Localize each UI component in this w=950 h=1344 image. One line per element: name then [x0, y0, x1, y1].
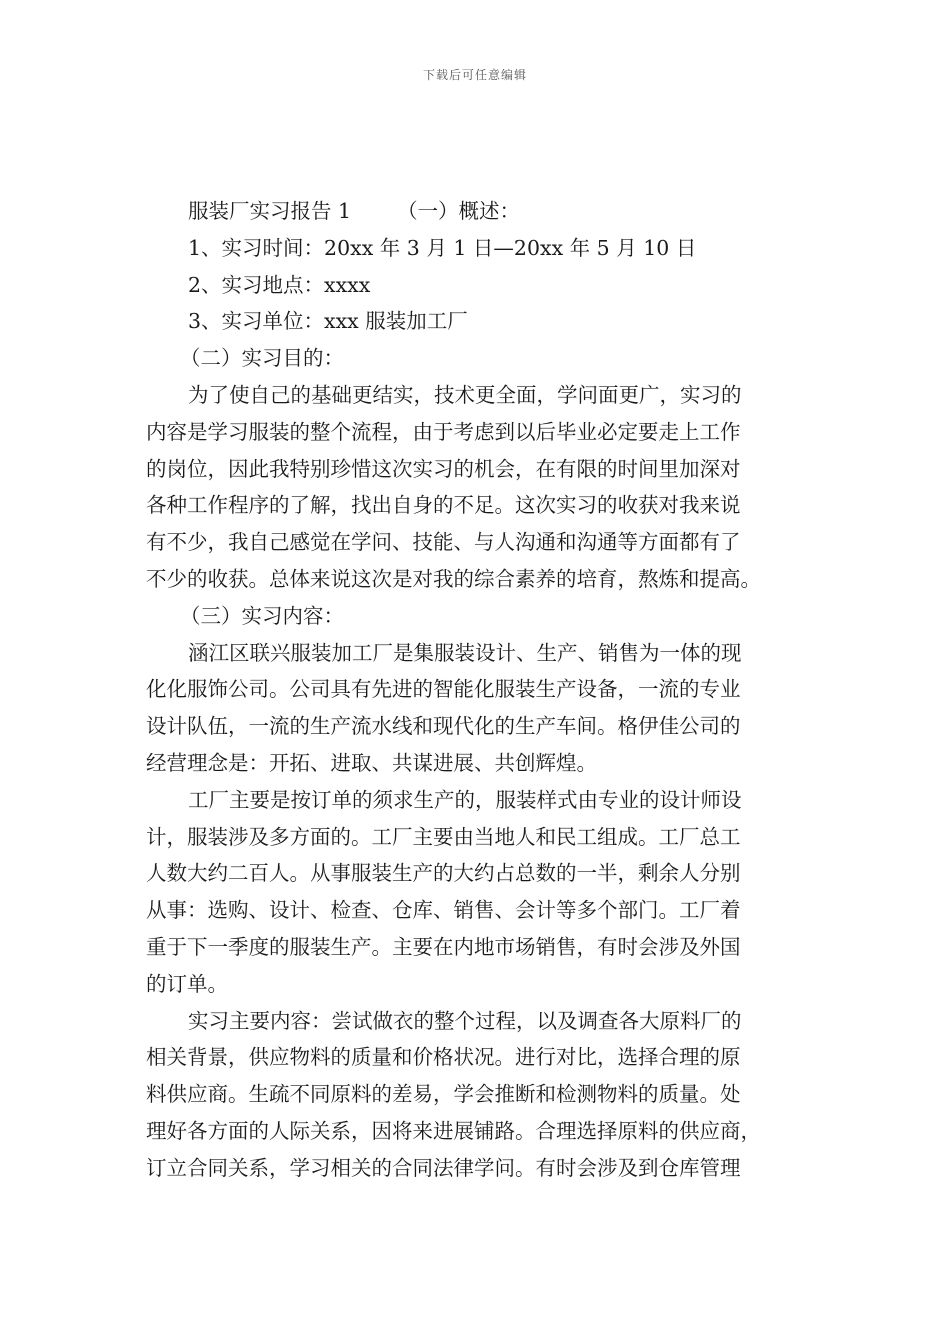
document-title: 服装厂实习报告 1 [188, 199, 352, 223]
list-item: 2、实习地点：xxxx [188, 272, 371, 297]
paragraph-line: 设计队伍，一流的生产流水线和现代化的生产车间。格伊佳公司的 [146, 714, 741, 739]
paragraph-main-content [146, 1003, 806, 1187]
paragraph-line: 有不少，我自己感觉在学问、技能、与人沟通和沟通等方面都有了 [146, 530, 741, 555]
paragraph-line: 的订单。 [146, 971, 228, 996]
paragraph-line: 工厂主要是按订单的须求生产的，服装样式由专业的设计师设 [188, 787, 742, 812]
paragraph-line: 人数大约二百人。从事服装生产的大约占总数的一半，剩余人分别 [146, 861, 741, 886]
paragraph-line: 为了使自己的基础更结实，技术更全面，学问面更广，实习的 [188, 382, 742, 407]
paragraph-line: 相关背景，供应物料的质量和价格状况。进行对比，选择合理的原 [146, 1045, 741, 1070]
section-heading-overview: （一）概述： [397, 199, 521, 223]
paragraph-company [146, 635, 806, 782]
paragraph-line: 的岗位，因此我特别珍惜这次实习的机会，在有限的时间里加深对 [146, 456, 741, 481]
paragraph-line: 实习主要内容：尝试做衣的整个过程，以及调查各大原料厂的 [188, 1008, 742, 1033]
paragraph-line: 经营理念是：开拓、进取、共谋进展、共创辉煌。 [146, 750, 597, 775]
paragraph-line: 料供应商。生疏不同原料的差易，学会推断和检测物料的质量。处 [146, 1082, 741, 1107]
paragraph-purpose [146, 377, 806, 598]
list-item: 1、实习时间：20xx 年 3 月 1 日—20xx 年 5 月 10 日 [188, 235, 697, 260]
paragraph-line: 理好各方面的人际关系，因将来进展铺路。合理选择原料的供应商， [146, 1118, 761, 1143]
section-heading-purpose: （二）实习目的： [180, 346, 344, 371]
paragraph-line: 从事：选购、设计、检查、仓库、销售、会计等多个部门。工厂着 [146, 898, 741, 923]
paragraph-line: 各种工作程序的了解，找出自身的不足。这次实习的收获对我来说 [146, 493, 741, 518]
section-heading-content: （三）实习内容： [180, 603, 344, 628]
paragraph-line: 订立合同关系，学习相关的合同法律学问。有时会涉及到仓库管理 [146, 1155, 741, 1180]
paragraph-line: 涵江区联兴服装加工厂是集服装设计、生产、销售为一体的现 [188, 640, 742, 665]
page-header: 下载后可任意编辑 [422, 68, 527, 82]
paragraph-line: 计，服装涉及多方面的。工厂主要由当地人和民工组成。工厂总工 [146, 824, 741, 849]
paragraph-factory [146, 782, 806, 1003]
title-line [146, 193, 806, 230]
document-body [146, 193, 806, 1187]
paragraph-line: 重于下一季度的服装生产。主要在内地市场销售，有时会涉及外国 [146, 934, 741, 959]
list-item: 3、实习单位：xxx 服装加工厂 [188, 309, 468, 334]
paragraph-line: 内容是学习服装的整个流程，由于考虑到以后毕业必定要走上工作 [146, 419, 741, 444]
paragraph-line: 不少的收获。总体来说这次是对我的综合素养的培育，熬炼和提高。 [146, 566, 761, 591]
paragraph-line: 化化服饰公司。公司具有先进的智能化服装生产设备，一流的专业 [146, 677, 741, 702]
